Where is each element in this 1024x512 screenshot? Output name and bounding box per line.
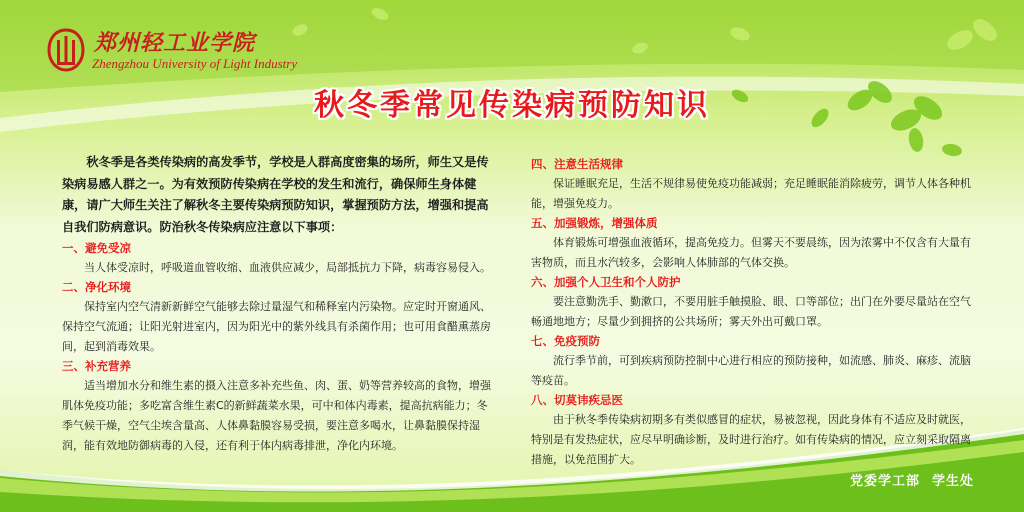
section-body: 由于秋冬季传染病初期多有类似感冒的症状，易被忽视，因此身体有不适应及时就医，特别是有发热症状，应尽早明确诊断，及时进行治疗。如有传染病的情况，应立刻采取隔离措施，以免范围扩大。: [531, 413, 971, 466]
right-column: [531, 155, 971, 470]
section-body: 要注意勤洗手、勤漱口，不要用脏手触摸脸、眼、口等部位；出门在外要尽量站在空气畅通地地方；尽量少到拥挤的公共场所；雾天外出可戴口罩。: [531, 295, 971, 328]
left-column: [62, 152, 498, 456]
section-heading: 二、净化环境: [62, 280, 131, 294]
section-heading: 七、免疫预防: [531, 334, 600, 348]
page-title: 秋冬季常见传染病预防知识: [314, 88, 710, 123]
section-body: 当人体受凉时，呼吸道血管收缩、血液供应减少，局部抵抗力下降，病毒容易侵入。: [84, 261, 491, 274]
footer-dept-student: 学生处: [932, 474, 975, 489]
section-body: 体育锻炼可增强血液循环，提高免疫力。但雾天不要晨练，因为浓雾中不仅含有大量有害物质，而且水汽较多，会影响人体肺部的气体交换。: [531, 236, 971, 269]
section-heading: 一、避免受凉: [62, 241, 131, 255]
university-name-en: Zhengzhou University of Light Industry: [92, 56, 298, 71]
section-heading: 四、注意生活规律: [531, 157, 623, 171]
university-emblem-icon: [46, 26, 86, 76]
footer-dept-party: 党委学工部: [850, 474, 921, 489]
section-heading: 三、补充营养: [62, 359, 131, 373]
section-heading: 五、加强锻炼，增强体质: [531, 216, 658, 230]
section-body: 适当增加水分和维生素的摄入注意多补充些鱼、肉、蛋、奶等营养较高的食物，增强肌体免疫功能；多吃富含维生素C的新鲜蔬菜水果，可中和体内毒素，提高抗病能力；冬季气候干燥，空气尘埃含量高、人体鼻黏膜容易受损，要注意多喝水，让鼻黏膜保持湿润，能有效地防御病毒的入侵，还有利于体内病毒排泄，净化内环境。: [62, 379, 491, 452]
university-logo: [46, 26, 298, 86]
section-heading: 六、加强个人卫生和个人防护: [531, 275, 681, 289]
university-name-cn: 郑州轻工业学院: [94, 30, 256, 56]
section-heading: 八、切莫讳疾忌医: [531, 393, 623, 407]
section-body: 保持室内空气清新新鲜空气能够去除过量湿气和稀释室内污染物。应定时开窗通风、保持空气流通；让阳光射进室内，因为阳光中的紫外线具有杀菌作用；也可用食醋熏蒸房间，起到消毒效果。: [62, 300, 491, 353]
section-body: 保证睡眠充足，生活不规律易使免疫功能减弱；充足睡眠能消除疲劳，调节人体各种机能，增强免疫力。: [531, 177, 971, 210]
intro-paragraph: 秋冬季是各类传染病的高发季节，学校是人群高度密集的场所，师生又是传染病易感人群之一。为有效预防传染病在学校的发生和流行，确保师生身体健康，请广大师生关注了解秋冬主要传染病预防知识，掌握预防方法，增强和提高自我们防病意识。防治秋冬传染病应注意以下事项：: [62, 155, 489, 234]
section-body: 流行季节前，可到疾病预防控制中心进行相应的预防接种，如流感、肺炎、麻疹、流脑等疫苗。: [531, 354, 971, 387]
footer-departments: [850, 470, 974, 489]
